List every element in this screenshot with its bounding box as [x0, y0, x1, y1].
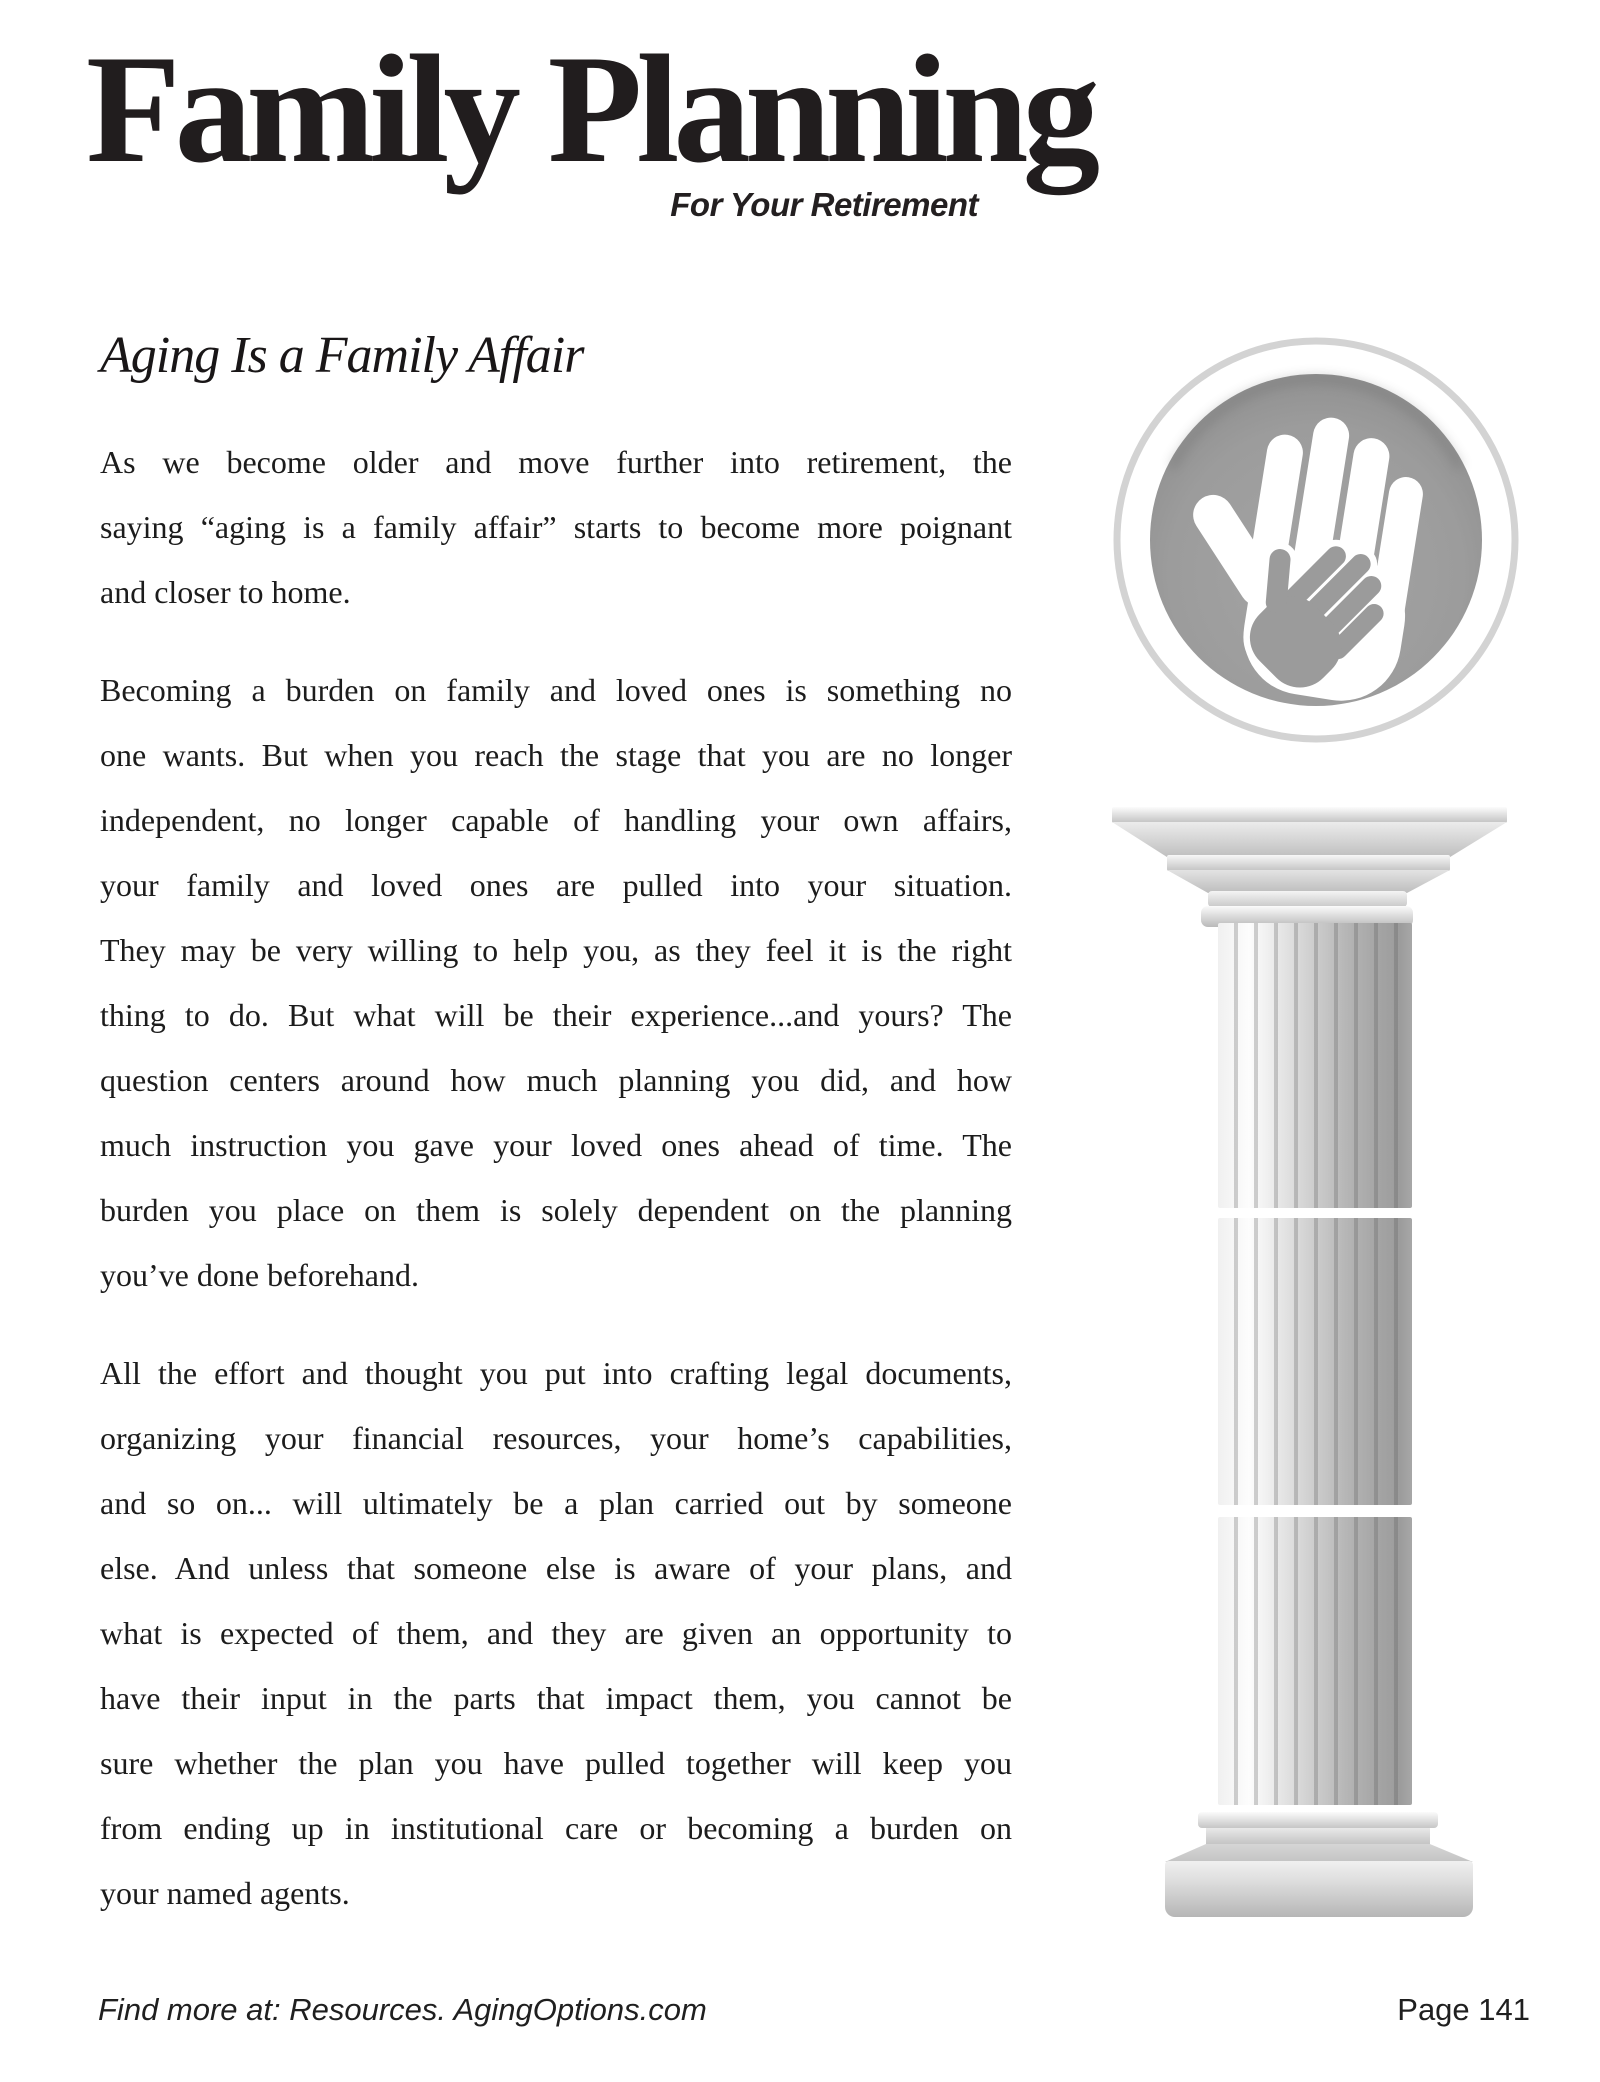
text-line: organizing your financial resources, your home’s capabilities, [100, 1420, 1012, 1456]
column-shaft-segment-3 [1218, 1517, 1412, 1805]
text-line: much instruction you gave your loved ones ahead of time. The [100, 1127, 1012, 1163]
text-line: and so on... will ultimately be a plan carried out by someone [100, 1485, 1012, 1521]
text-line: thing to do. But what will be their experience...and yours? The [100, 997, 1012, 1033]
paragraph [100, 658, 1012, 1308]
text-line: you’ve done beforehand. [100, 1257, 419, 1293]
text-line: one wants. But when you reach the stage that you are no longer [100, 737, 1012, 773]
column-capital-necking [1208, 891, 1407, 907]
body-paragraphs [100, 430, 1012, 1959]
text-line: Becoming a burden on family and loved ones is something no [100, 672, 1012, 708]
text-line: else. And unless that someone else is aware of your plans, and [100, 1550, 1012, 1586]
page-number: Page 141 [1397, 1992, 1530, 2027]
text-line: question centers around how much planning you did, and how [100, 1062, 1012, 1098]
column-base-taper [1165, 1844, 1473, 1862]
footer-resource-note: Find more at: Resources. AgingOptions.com [98, 1992, 707, 2027]
section-heading: Aging Is a Family Affair [100, 327, 584, 384]
column-capital-taper [1112, 822, 1507, 857]
column-shaft-segment-2 [1218, 1218, 1412, 1505]
text-line: saying “aging is a family affair” starts to become more poignant [100, 509, 1012, 545]
column-base-torus [1198, 1812, 1438, 1828]
text-line: what is expected of them, and they are given an opportunity to [100, 1615, 1012, 1651]
text-line: from ending up in institutional care or becoming a burden on [100, 1810, 1012, 1846]
text-line: your family and loved ones are pulled into your situation. [100, 867, 1012, 903]
text-line: burden you place on them is solely dependent on the planning [100, 1192, 1012, 1228]
column-capital-slab [1167, 855, 1450, 871]
column-shaft-segment-1 [1218, 923, 1412, 1208]
page-title: Family Planning [86, 23, 1095, 195]
classical-column-illustration [1100, 800, 1500, 1935]
text-line: sure whether the plan you have pulled together will keep you [100, 1745, 1012, 1781]
text-line: have their input in the parts that impact them, you cannot be [100, 1680, 1012, 1716]
text-line: and closer to home. [100, 574, 351, 610]
hands-in-hand-icon [1108, 330, 1524, 746]
column-base-plinth [1165, 1861, 1473, 1917]
column-capital-echinus [1167, 870, 1450, 893]
text-line: independent, no longer capable of handling your own affairs, [100, 802, 1012, 838]
paragraph [100, 1341, 1012, 1926]
column-capital-abacus [1112, 807, 1507, 823]
text-line: As we become older and move further into retirement, the [100, 444, 1012, 480]
column-base-ring [1206, 1828, 1430, 1845]
paragraph [100, 430, 1012, 625]
text-line: All the effort and thought you put into crafting legal documents, [100, 1355, 1012, 1391]
text-line: your named agents. [100, 1875, 350, 1911]
text-line: They may be very willing to help you, as they feel it is the right [100, 932, 1012, 968]
page-subtitle: For Your Retirement [670, 186, 978, 223]
